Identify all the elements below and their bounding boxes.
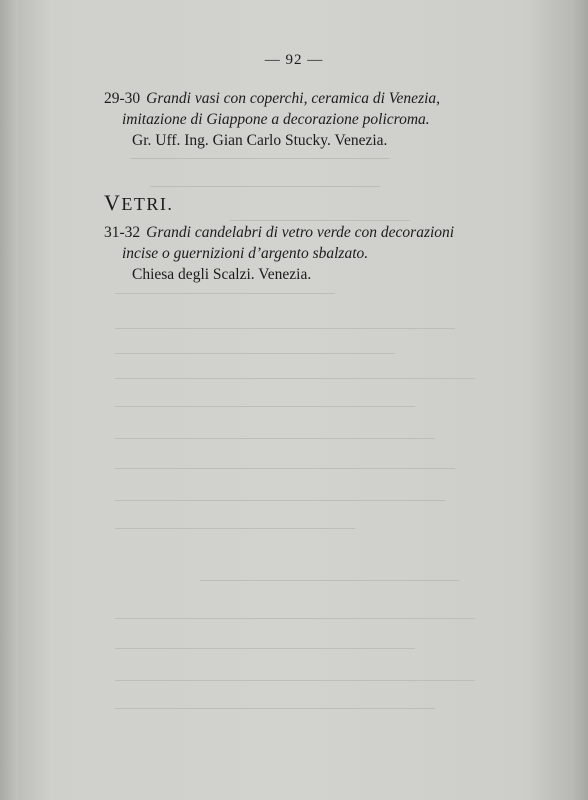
catalog-entry bbox=[104, 222, 524, 285]
page-number: — 92 — bbox=[264, 52, 324, 68]
entry-description-cont: imitazione di Giappone a decorazione policroma. bbox=[122, 111, 430, 128]
entry-description: Grandi vasi con coperchi, ceramica di Venezia, bbox=[146, 90, 441, 107]
page-edge-left bbox=[0, 0, 18, 800]
page-edge-right bbox=[570, 0, 588, 800]
catalog-entry bbox=[104, 88, 524, 151]
section-heading bbox=[104, 190, 173, 216]
entry-owner: Chiesa degli Scalzi. Venezia. bbox=[132, 266, 312, 283]
entry-number: 31-32 bbox=[104, 224, 141, 241]
section-title-rest: ETRI. bbox=[121, 194, 174, 214]
entry-description-cont: incise o guernizioni d’argento sbalzato. bbox=[122, 245, 369, 262]
entry-owner: Gr. Uff. Ing. Gian Carlo Stucky. Venezia. bbox=[132, 132, 388, 149]
entry-description: Grandi candelabri di vetro verde con decorazioni bbox=[146, 224, 455, 241]
entry-number: 29-30 bbox=[104, 90, 141, 107]
section-initial: V bbox=[104, 190, 122, 215]
